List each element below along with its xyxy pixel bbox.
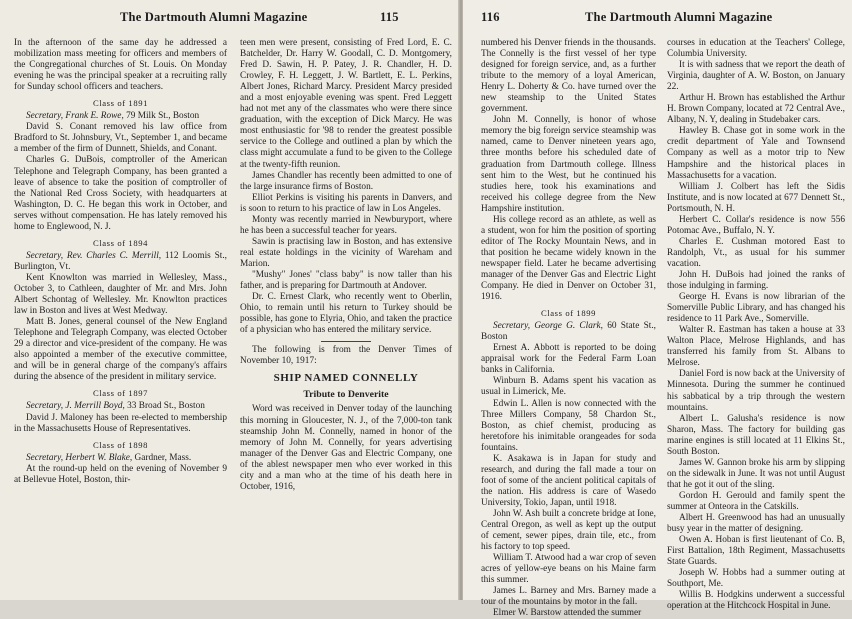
left-column-2	[240, 38, 452, 493]
paragraph: courses in education at the Teachers' College, Columbia University.	[667, 38, 845, 60]
paragraph: "Mushy" Jones' "class baby" is now taller than his father, and is preparing for Dartmouth at Andover.	[240, 269, 452, 292]
paragraph: Elliot Perkins is visiting his parents in Danvers, and is soon to return to his practice of law in Los Angeles.	[240, 192, 452, 214]
paragraph: Arthur H. Brown has established the Arthur H. Brown Company, located at 72 Central Ave., Albany, N. Y, dealing in Studebaker cars.	[667, 93, 845, 126]
secretary-address: 33 Broad St., Boston	[124, 401, 205, 412]
secretary-address: 79 Milk St., Boston	[123, 111, 200, 122]
class-heading: Class of 1897	[92, 388, 149, 399]
paragraph: Willis B. Hodgkins underwent a successful operation at the Hitchcock Hospital in June.	[667, 590, 845, 612]
paragraph: Ernest A. Abbott is reported to be doing appraisal work for the Federal Farm Loan banks in California.	[481, 343, 656, 376]
paragraph: Sawin is practising law in Boston, and has extensive real estate holdings in the vicinity of Wareham and Marion.	[240, 236, 452, 269]
paragraph: John H. DuBois had joined the ranks of those indulging in farming.	[667, 269, 845, 292]
paragraph: The following is from the Denver Times of November 10, 1917:	[240, 345, 452, 367]
class-heading: Class of 1894	[92, 237, 149, 248]
paragraph: Herbert C. Collar's residence is now 556 Potomac Ave., Buffalo, N. Y.	[667, 214, 845, 236]
paragraph: Gordon H. Gerould and family spent the summer at Onteora in the Catskills.	[667, 490, 845, 512]
paragraph: James W. Gannon broke his arm by slipping on the sidewalk in June. It was not until August that he got it out of the sling.	[667, 457, 845, 490]
secretary-line	[14, 401, 227, 412]
paragraph: Albert L. Galusha's residence is now Sharon, Mass. The factory for building gas marine engines is still located at 11 Elkins St., South Boston.	[667, 413, 845, 457]
paragraph: teen men were present, consisting of Fred Lord, E. C. Batchelder, Dr. Harry W. Goodall, C. D. Montgomery, Fred D. Sawin, H. P. Patey, J. R. Chandler, H. D. Crowley, F. H. Leggett, J. W. Bartlett, E. L. Perkins, Albert Jones, Richard Marcy. President Marcy presided and a most enjoyable evening was spent. Fred Leggett had not met any of the classmates who were there since graduation, with the exception of Dick Marcy. He was most enthusiastic for '98 to render the greatest possible service to the College and outlined a plan by which the class might accumulate a fund to be given to the College at the twenty-fifth reunion.	[240, 38, 452, 170]
paragraph: K. Asakawa is in Japan for study and research, and during the fall made a tour on foot of some of the ancient political capitals of the nation. His address is care of Wasedo University, Tokio, Japan, until 1918.	[481, 453, 656, 508]
paragraph: Daniel Ford is now back at the University of Minnesota. During the summer he continued his sabbatical by a trip through the western mountains.	[667, 369, 845, 413]
secretary-name: Secretary, Herbert W. Blake,	[26, 452, 133, 463]
paragraph: William T. Atwood had a war crop of seven acres of yellow-eye beans on his Maine farm this summer.	[481, 553, 656, 586]
page-number-left: 115	[380, 10, 399, 24]
section-divider	[321, 341, 371, 342]
paragraph: Walter R. Eastman has taken a house at 33 Walton Place, Melrose Highlands, and has transferred his family from St. Albans to Melrose.	[667, 325, 845, 369]
paragraph: In the afternoon of the same day he addressed a mobilization mass meeting for officers and members of the Congregational churches of St. Louis. On Monday evening he was the principal speaker at a recruiting rally for Sunday school officers and teachers.	[14, 38, 227, 93]
paragraph: James L. Barney and Mrs. Barney made a tour of the mountains by motor in the fall.	[481, 586, 656, 608]
right-page	[463, 0, 852, 619]
page-number-right: 116	[481, 10, 500, 24]
paragraph: It is with sadness that we report the death of Virginia, daughter of A. W. Boston, on January 22.	[667, 60, 845, 93]
secretary-address: 60 State St., Boston	[481, 321, 656, 343]
paragraph: George H. Evans is now librarian of the Somerville Public Library, and has changed his residence to 11 Park Ave., Somerville.	[667, 292, 845, 325]
secretary-address: Gardner, Mass.	[132, 452, 192, 463]
article-title: SHIP NAMED CONNELLY	[273, 372, 419, 385]
paragraph: His college record as an athlete, as well as a student, won for him the position of sporting editor of The Rocky Mountain News, and in that position he became widely known in the newspaper field. Later he became advertising manager of the Denver Gas and Electric Light Company. He died in Denver on October 31, 1916.	[481, 214, 656, 303]
paragraph: Charles E. Cushman motored East to Randolph, Vt., as usual for his summer vacation.	[667, 236, 845, 269]
paragraph: James Chandler has recently been admitted to one of the large insurance firms of Boston.	[240, 170, 452, 192]
paragraph: Monty was recently married in Newburyport, where he has been a successful teacher for years.	[240, 214, 452, 236]
paragraph: William J. Colbert has left the Sidis Institute, and is now located at 677 Dennett St., Portsmouth, N. H.	[667, 181, 845, 214]
paragraph: Owen A. Hoban is first lieutenant of Co. B, First Battalion, 18th Regiment, Massachusetts State Guards.	[667, 535, 845, 568]
paragraph: Winburn B. Adams spent his vacation as usual in Limerick, Me.	[481, 376, 656, 398]
right-column-2	[667, 38, 845, 612]
paragraph: Matt B. Jones, general counsel of the New England Telephone and Telegraph Company, was elected October 29 a director and vice-president of the company. He was also appointed a member of the executive committee, and will be in general charge of the company's affairs during the absence of the president in military service.	[14, 317, 227, 383]
paragraph: Edwin L. Allen is now connected with the Three Millers Company, 58 Chardon St., Boston, as chief chemist, producing as heretofore his inimitable orangeades for soda fountains.	[481, 398, 656, 453]
paragraph: Charles G. DuBois, comptroller of the American Telephone and Telegraph Company, has been granted a leave of absence to take the position of comptroller of the National Red Cross Society, with headquarters at Washington, D. C. He began this work in October, and serves without compensation. He has lately removed his home to Englewood, N. J.	[14, 155, 227, 232]
running-head-right: The Dartmouth Alumni Magazine	[585, 10, 773, 24]
paragraph: Word was received in Denver today of the launching this morning in Gloucester, N. J., of the 7,000-ton tank steamship John M. Connelly, named in honor of the memory of John M. Connelly, for years advertising manager of the Denver Gas and Electric Company, one of the ablest newspaper men who ever worked in this city and a man who at the time of his death here in October, 1916,	[240, 404, 452, 492]
class-heading: Class of 1891	[92, 98, 149, 109]
secretary-name: Secretary, Rev. Charles C. Merrill,	[26, 250, 162, 261]
paragraph: Albert H. Greenwood has had an unusually busy year in the matter of designing.	[667, 513, 845, 535]
article-subtitle: Tribute to Denverite	[303, 389, 389, 401]
paragraph: Dr. C. Ernest Clark, who recently went to Oberlin, Ohio, to remain until his return to Turkey should be possible, has gone to Elyria, Ohio, and taken the practice of a physician who has entered the military service.	[240, 292, 452, 336]
paragraph: At the round-up held on the evening of November 9 at Bellevue Hotel, Boston, thir-	[14, 463, 227, 485]
right-column-1	[481, 38, 656, 619]
secretary-line	[14, 251, 227, 273]
paragraph: Kent Knowlton was married in Wellesley, Mass., October 3, to Cathleen, daughter of Mr. and Mrs. John Albert Schontag of Wellesley. Mr. Knowlton practices law in Boston and lives at West Medway.	[14, 272, 227, 317]
paragraph: Joseph W. Hobbs had a summer outing at Southport, Me.	[667, 568, 845, 590]
secretary-line	[14, 453, 227, 464]
secretary-line	[14, 111, 227, 122]
paragraph: Elmer W. Barstow attended the summer	[493, 608, 642, 619]
paragraph: numbered his Denver friends in the thousands. The Connelly is the first vessel of her type designed for foreign service, and, as a further tribute to the memory of a loyal American, Henry L. Doherty & Co. have turned over the new steamship to the United States government.	[481, 38, 656, 115]
class-heading: Class of 1898	[92, 439, 149, 450]
secretary-name: Secretary, J. Merrill Boyd,	[26, 401, 125, 412]
paragraph: John M. Connelly, is honor of whose memory the big foreign service steamship was named, came to Denver nineteen years ago, three months before his scheduled date of graduation from Dartmouth college. Illness sent him to the West, but he continued his studies here, took his examinations and received his college degree from the New Hampshire institution.	[481, 115, 656, 214]
running-head-left: The Dartmouth Alumni Magazine	[120, 10, 308, 24]
left-column-1	[14, 38, 227, 486]
secretary-name: Secretary, George G. Clark,	[493, 321, 603, 332]
secretary-address: 112 Loomis St., Burlington, Vt.	[14, 250, 227, 272]
class-heading: Class of 1899	[540, 308, 597, 319]
secretary-name: Secretary, Frank E. Rowe,	[26, 111, 124, 122]
paragraph: David S. Conant removed his law office from Bradford to St. Johnsbury, Vt., September 1, and became a member of the firm of Dunnett, Shields, and Conant.	[14, 122, 227, 155]
paragraph: David J. Maloney has been re-elected to membership in the Massachusetts House of Representatives.	[14, 412, 227, 434]
paragraph: John W. Ash built a concrete bridge at Ione, Central Oregon, as well as kept up the output of cement, sewer pipes, drain tile, etc., from his factory to top speed.	[481, 508, 656, 553]
secretary-line	[481, 321, 656, 343]
paragraph: Hawley B. Chase got in some work in the credit department of Yale and Townsend Company as well as a motor trip to New Hampshire and the historical places in Massachusetts for a vacation.	[667, 126, 845, 181]
